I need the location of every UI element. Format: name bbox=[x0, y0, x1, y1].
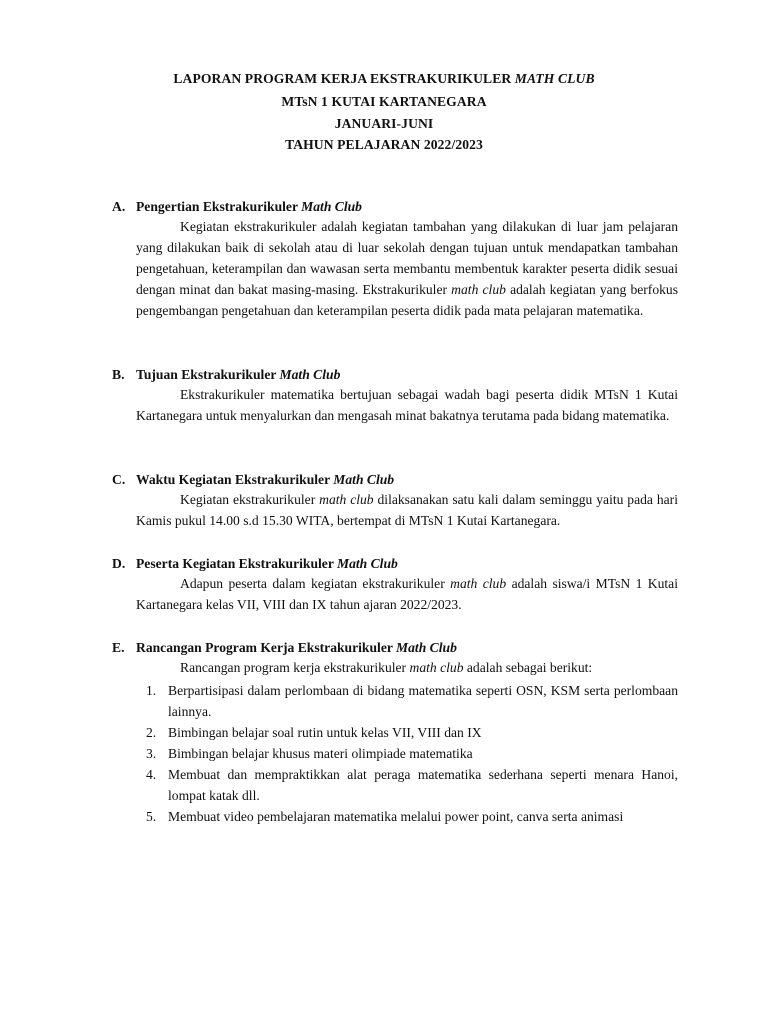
program-list bbox=[136, 680, 678, 827]
section-e-intro: Rancangan program kerja ekstrakurikuler math club adalah sebagai berikut: bbox=[180, 660, 593, 675]
section-b-paragraph: Ekstrakurikuler matematika bertujuan sebagai wadah bagi peserta didik MTsN 1 Kutai Kartanegara untuk menyalurkan dan mengasah minat bakatnya terutama pada bidang matematika. bbox=[136, 387, 678, 423]
list-item: 3. Bimbingan belajar khusus materi olimpiade matematika bbox=[146, 746, 473, 761]
section-e-heading: E. Rancangan Program Kerja Ekstrakurikuler Math Club bbox=[112, 640, 457, 655]
report-title-emphasis: MATH CLUB bbox=[514, 71, 595, 86]
section-d-heading: D. Peserta Kegiatan Ekstrakurikuler Math Club bbox=[112, 556, 398, 571]
section-c-paragraph: Kegiatan ekstrakurikuler math club dilaksanakan satu kali dalam seminggu yaitu pada hari Kamis pukul 14.00 s.d 15.30 WITA, bertempat di MTsN 1 Kutai Kartanegara. bbox=[136, 492, 678, 528]
section-d-paragraph: Adapun peserta dalam kegiatan ekstrakurikuler math club adalah siswa/i MTsN 1 Kutai Kartanegara kelas VII, VIII dan IX tahun ajaran 2022/2023. bbox=[136, 576, 678, 612]
report-title-line4: TAHUN PELAJARAN 2022/2023 bbox=[285, 137, 483, 152]
report-title-line1: LAPORAN PROGRAM KERJA EKSTRAKURIKULER MATH CLUB bbox=[173, 71, 595, 86]
list-item: 4. Membuat dan mempraktikkan alat peraga matematika sederhana seperti menara Hanoi, lompat katak dll. bbox=[146, 767, 678, 803]
list-item: 1. Berpartisipasi dalam perlombaan di bidang matematika seperti OSN, KSM serta perlombaan lainnya. bbox=[146, 683, 678, 719]
list-item: 2. Bimbingan belajar soal rutin untuk kelas VII, VIII dan IX bbox=[146, 725, 482, 740]
section-b-heading: B. Tujuan Ekstrakurikuler Math Club bbox=[112, 367, 341, 382]
section-c-heading: C. Waktu Kegiatan Ekstrakurikuler Math Club bbox=[112, 472, 395, 487]
section-a-heading: A. Pengertian Ekstrakurikuler Math Club bbox=[112, 199, 362, 214]
report-title-line3: JANUARI-JUNI bbox=[334, 116, 434, 131]
section-a-paragraph: Kegiatan ekstrakurikuler adalah kegiatan tambahan yang dilakukan di luar jam pelajaran yang dilakukan baik di sekolah atau di luar sekolah dengan tujuan untuk mendapatkan tambahan pengetahuan, keterampilan dan wawasan serta membantu membentuk karakter peserta didik sesuai dengan minat dan bakat masing-masing. Ekstrakurikuler math club adalah kegiatan yang berfokus pengembangan pengetahuan dan keterampilan peserta didik pada mata pelajaran matematika. bbox=[136, 219, 679, 318]
report-title-line2: MTsN 1 KUTAI KARTANEGARA bbox=[281, 94, 487, 109]
list-item: 5. Membuat video pembelajaran matematika melalui power point, canva serta animasi bbox=[146, 809, 624, 824]
